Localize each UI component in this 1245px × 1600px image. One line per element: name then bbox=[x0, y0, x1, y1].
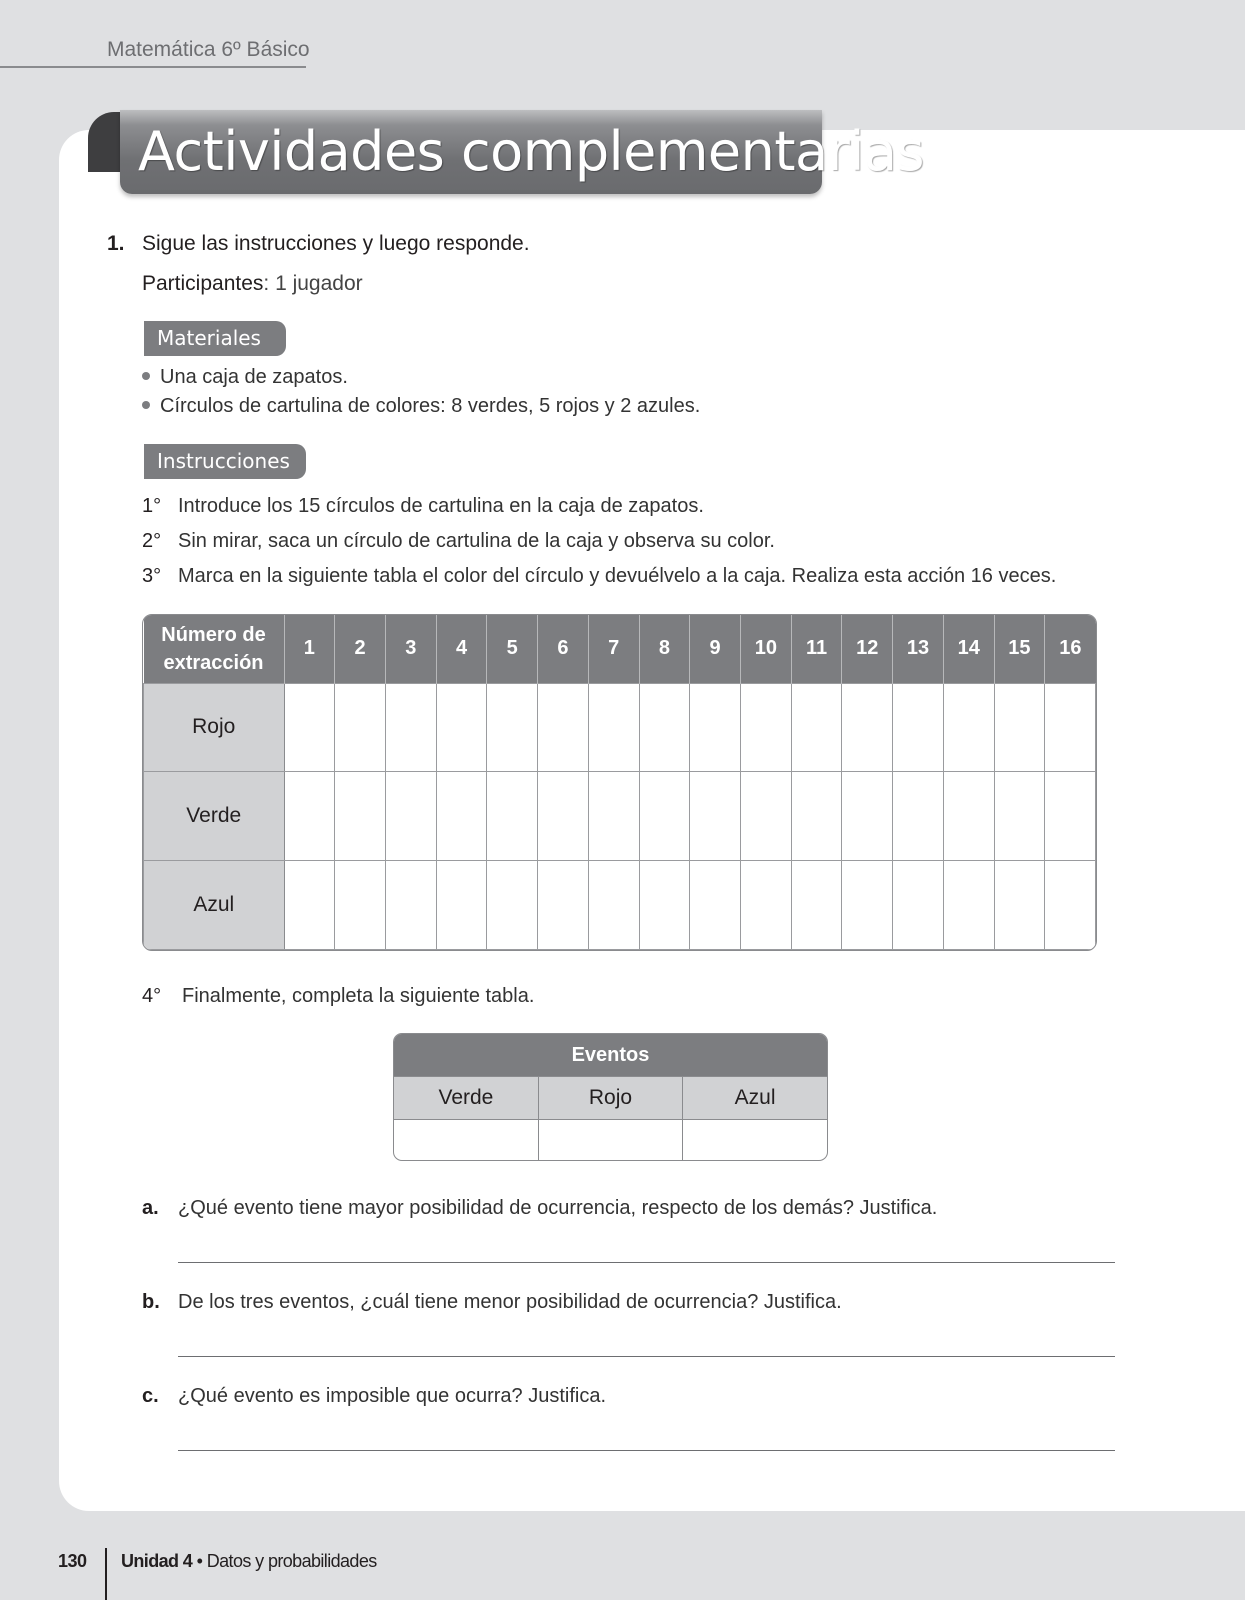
participants-line bbox=[142, 272, 363, 296]
step-number: 3° bbox=[142, 565, 162, 587]
table-row bbox=[144, 683, 1096, 772]
mark-cell[interactable] bbox=[284, 861, 335, 950]
extraction-number: 8 bbox=[639, 615, 690, 683]
materials-heading: Materiales bbox=[144, 321, 286, 356]
subquestion-text: ¿Qué evento es imposible que ocurra? Justifica. bbox=[178, 1385, 606, 1407]
participants-value: : 1 jugador bbox=[263, 272, 363, 295]
instruction-step bbox=[142, 495, 704, 518]
header-rule bbox=[0, 66, 306, 68]
mark-cell[interactable] bbox=[842, 861, 893, 950]
mark-cell[interactable] bbox=[893, 683, 944, 772]
table-row bbox=[144, 861, 1096, 950]
events-title: Eventos bbox=[394, 1034, 827, 1077]
mark-cell[interactable] bbox=[740, 683, 791, 772]
events-col-azul: Azul bbox=[683, 1077, 827, 1120]
table-row bbox=[144, 772, 1096, 861]
mark-cell[interactable] bbox=[385, 861, 436, 950]
mark-cell[interactable] bbox=[943, 861, 994, 950]
mark-cell[interactable] bbox=[639, 683, 690, 772]
row-label-azul: Azul bbox=[144, 861, 285, 950]
row-label-rojo: Rojo bbox=[144, 683, 285, 772]
mark-cell[interactable] bbox=[994, 861, 1045, 950]
page-number: 130 bbox=[58, 1551, 87, 1571]
extraction-header-label bbox=[144, 615, 285, 683]
mark-cell[interactable] bbox=[538, 861, 589, 950]
mark-cell[interactable] bbox=[1045, 772, 1096, 861]
book-title: Matemática 6º Básico bbox=[107, 38, 310, 61]
mark-cell[interactable] bbox=[284, 772, 335, 861]
answer-line[interactable] bbox=[178, 1356, 1115, 1357]
footer-divider bbox=[105, 1548, 107, 1600]
mark-cell[interactable] bbox=[842, 772, 893, 861]
mark-cell[interactable] bbox=[893, 772, 944, 861]
extraction-table bbox=[142, 614, 1097, 951]
extraction-number: 16 bbox=[1045, 615, 1096, 683]
extraction-number: 4 bbox=[436, 615, 487, 683]
mark-cell[interactable] bbox=[791, 683, 842, 772]
events-table bbox=[393, 1033, 828, 1161]
subquestion-text: De los tres eventos, ¿cuál tiene menor posibilidad de ocurrencia? Justifica. bbox=[178, 1291, 842, 1313]
instruction-step bbox=[142, 985, 534, 1008]
footer-unit bbox=[121, 1551, 377, 1572]
mark-cell[interactable] bbox=[994, 683, 1045, 772]
step-number: 1° bbox=[142, 495, 162, 517]
mark-cell[interactable] bbox=[690, 861, 741, 950]
step-text: Sin mirar, saca un círculo de cartulina de la caja y observa su color. bbox=[178, 530, 775, 552]
mark-cell[interactable] bbox=[994, 772, 1045, 861]
material-item-text: Círculos de cartulina de colores: 8 verdes, 5 rojos y 2 azules. bbox=[160, 395, 701, 417]
material-item bbox=[142, 366, 348, 389]
step-number: 2° bbox=[142, 530, 162, 552]
extraction-number: 5 bbox=[487, 615, 538, 683]
step-number: 4° bbox=[142, 985, 162, 1007]
mark-cell[interactable] bbox=[791, 772, 842, 861]
material-item-text: Una caja de zapatos. bbox=[160, 366, 348, 388]
extraction-number: 2 bbox=[335, 615, 386, 683]
extraction-number: 9 bbox=[690, 615, 741, 683]
mark-cell[interactable] bbox=[487, 772, 538, 861]
event-answer-cell[interactable] bbox=[538, 1120, 682, 1161]
mark-cell[interactable] bbox=[639, 772, 690, 861]
mark-cell[interactable] bbox=[385, 683, 436, 772]
extraction-number: 6 bbox=[538, 615, 589, 683]
participants-label: Participantes bbox=[142, 272, 264, 295]
mark-cell[interactable] bbox=[538, 683, 589, 772]
step-text: Marca en la siguiente tabla el color del círculo y devuélvelo a la caja. Realiza esta acción 16 veces. bbox=[178, 565, 1057, 587]
events-col-verde: Verde bbox=[394, 1077, 538, 1120]
mark-cell[interactable] bbox=[893, 861, 944, 950]
subquestion-text: ¿Qué evento tiene mayor posibilidad de ocurrencia, respecto de los demás? Justifica. bbox=[178, 1197, 938, 1219]
unit-separator: • bbox=[192, 1551, 207, 1571]
extraction-number: 10 bbox=[740, 615, 791, 683]
unit-topic: Datos y probabilidades bbox=[206, 1551, 377, 1571]
mark-cell[interactable] bbox=[740, 772, 791, 861]
header-line: Número de bbox=[161, 623, 266, 646]
mark-cell[interactable] bbox=[335, 861, 386, 950]
mark-cell[interactable] bbox=[740, 861, 791, 950]
extraction-number: 12 bbox=[842, 615, 893, 683]
mark-cell[interactable] bbox=[588, 861, 639, 950]
mark-cell[interactable] bbox=[1045, 861, 1096, 950]
material-item bbox=[142, 395, 700, 418]
instruction-step bbox=[142, 565, 1056, 588]
step-text: Finalmente, completa la siguiente tabla. bbox=[182, 985, 535, 1007]
header-line: extracción bbox=[163, 651, 264, 674]
mark-cell[interactable] bbox=[436, 861, 487, 950]
mark-cell[interactable] bbox=[690, 683, 741, 772]
mark-cell[interactable] bbox=[639, 861, 690, 950]
mark-cell[interactable] bbox=[1045, 683, 1096, 772]
mark-cell[interactable] bbox=[791, 861, 842, 950]
mark-cell[interactable] bbox=[943, 683, 994, 772]
extraction-number: 14 bbox=[943, 615, 994, 683]
subquestion-letter: a. bbox=[142, 1197, 159, 1219]
extraction-number: 1 bbox=[284, 615, 335, 683]
answer-line[interactable] bbox=[178, 1262, 1115, 1263]
extraction-number: 3 bbox=[385, 615, 436, 683]
event-answer-cell[interactable] bbox=[394, 1120, 538, 1161]
mark-cell[interactable] bbox=[487, 683, 538, 772]
unit-name: Unidad 4 bbox=[121, 1551, 193, 1571]
mark-cell[interactable] bbox=[588, 772, 639, 861]
events-col-rojo: Rojo bbox=[538, 1077, 682, 1120]
mark-cell[interactable] bbox=[335, 683, 386, 772]
bullet-icon bbox=[142, 401, 150, 409]
question-number: 1. bbox=[107, 232, 125, 255]
mark-cell[interactable] bbox=[335, 772, 386, 861]
instructions-heading: Instrucciones bbox=[144, 444, 306, 479]
mark-cell[interactable] bbox=[487, 861, 538, 950]
extraction-number: 7 bbox=[588, 615, 639, 683]
extraction-table-header bbox=[144, 615, 1096, 683]
step-text: Introduce los 15 círculos de cartulina en la caja de zapatos. bbox=[178, 495, 704, 517]
mark-cell[interactable] bbox=[842, 683, 893, 772]
row-label-verde: Verde bbox=[144, 772, 285, 861]
mark-cell[interactable] bbox=[943, 772, 994, 861]
mark-cell[interactable] bbox=[436, 683, 487, 772]
mark-cell[interactable] bbox=[284, 683, 335, 772]
event-answer-cell[interactable] bbox=[683, 1120, 827, 1161]
subquestion-letter: b. bbox=[142, 1291, 160, 1313]
bullet-icon bbox=[142, 372, 150, 380]
mark-cell[interactable] bbox=[588, 683, 639, 772]
subquestion-letter: c. bbox=[142, 1385, 159, 1407]
mark-cell[interactable] bbox=[538, 772, 589, 861]
extraction-number: 11 bbox=[791, 615, 842, 683]
question-prompt: Sigue las instrucciones y luego responde. bbox=[142, 232, 530, 255]
mark-cell[interactable] bbox=[385, 772, 436, 861]
mark-cell[interactable] bbox=[436, 772, 487, 861]
instruction-step bbox=[142, 530, 775, 553]
answer-line[interactable] bbox=[178, 1450, 1115, 1451]
section-title: Actividades complementarias bbox=[138, 120, 925, 183]
mark-cell[interactable] bbox=[690, 772, 741, 861]
extraction-number: 15 bbox=[994, 615, 1045, 683]
extraction-number: 13 bbox=[893, 615, 944, 683]
